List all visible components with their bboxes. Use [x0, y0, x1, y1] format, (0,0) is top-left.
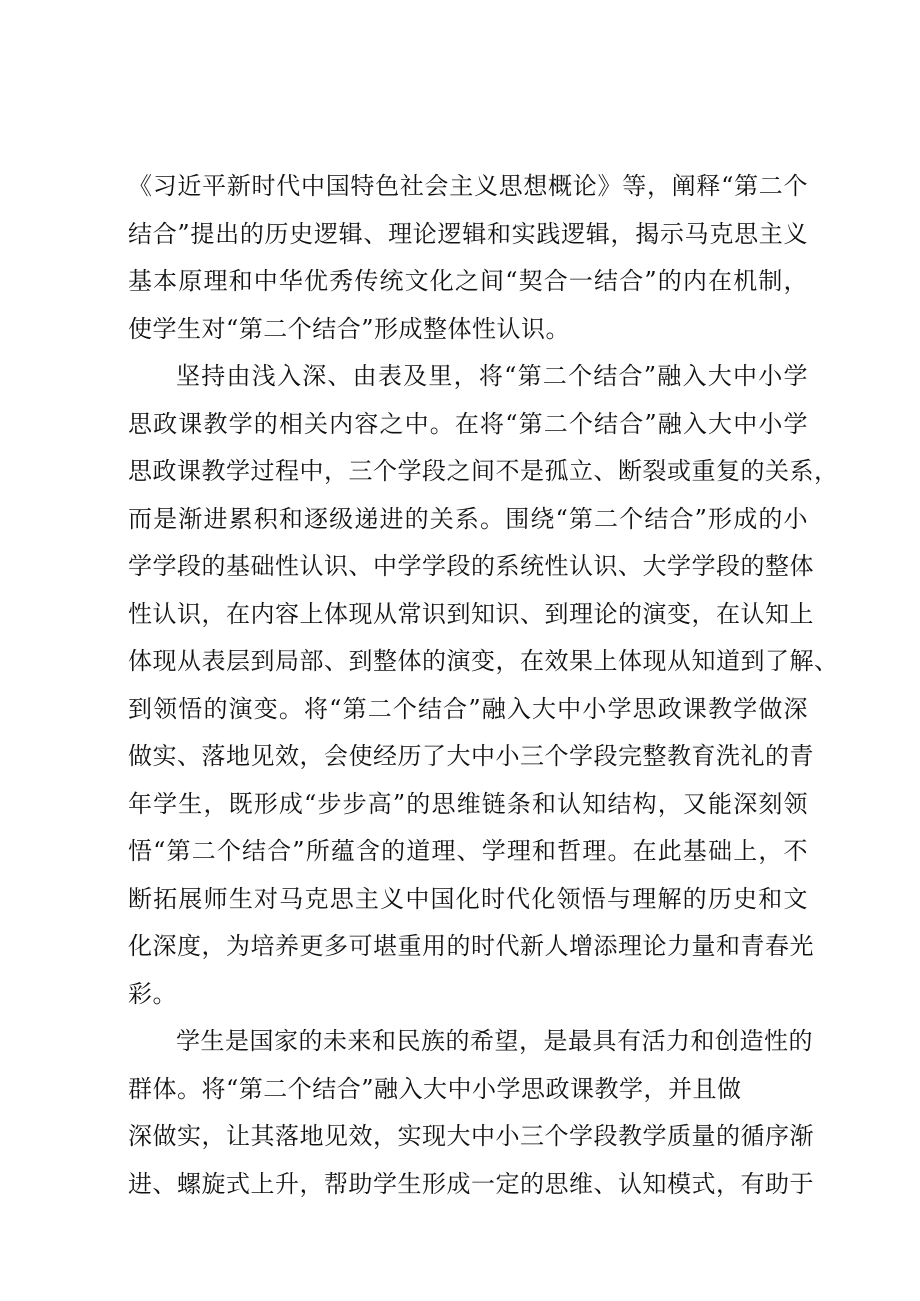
- text-line-16: 断拓展师生对马克思主义中国化时代化领悟与理解的历史和文: [128, 884, 808, 913]
- text-line-5: 坚持由浅入深、由表及里，将“第二个结合”融入大中小学: [176, 362, 808, 390]
- text-line-7: 思政课教学过程中，三个学段之间不是孤立、断裂或重复的关系，: [128, 457, 839, 485]
- text-line-18: 彩。: [128, 979, 177, 1008]
- text-line-15: 悟“第二个结合”所蕴含的道理、学理和哲理。在此基础上，不: [128, 837, 808, 865]
- text-line-11: 体现从表层到局部、到整体的演变，在效果上体现从知道到了解、: [128, 647, 839, 675]
- body-text: [128, 163, 839, 1208]
- text-line-17: 化深度，为培养更多可堪重用的时代新人增添理论力量和青春光: [128, 932, 814, 960]
- text-line-14: 年学生，既形成“步步高”的思维链条和认知结构，又能深刻领: [128, 789, 808, 818]
- text-line-10: 性认识，在内容上体现从常识到知识、到理论的演变，在认知上: [128, 599, 814, 628]
- text-line-12: 到领悟的演变。将“第二个结合”融入大中小学思政课教学做深: [128, 694, 808, 723]
- text-line-3: 基本原理和中华优秀传统文化之间“契合一结合”的内在机制，: [128, 267, 808, 295]
- text-line-9: 学学段的基础性认识、中学学段的系统性认识、大学学段的整体: [128, 552, 814, 580]
- text-line-20: 群体。将“第二个结合”融入大中小学思政课教学，并且做: [128, 1074, 742, 1103]
- text-line-22: 进、螺旋式上升，帮助学生形成一定的思维、认知模式，有助于: [128, 1169, 814, 1198]
- text-line-13: 做实、落地见效，会使经历了大中小三个学段完整教育洗礼的青: [128, 742, 814, 770]
- text-line-8: 而是渐进累积和逐级递进的关系。围绕“第二个结合”形成的小: [128, 504, 808, 533]
- text-line-2: 结合”提出的历史逻辑、理论逻辑和实践逻辑，揭示马克思主义: [128, 219, 808, 248]
- text-line-19: 学生是国家的未来和民族的希望，是最具有活力和创造性的: [176, 1027, 813, 1055]
- text-line-4: 使学生对“第二个结合”形成整体性认识。: [128, 314, 571, 343]
- text-line-21: 深做实，让其落地见效，实现大中小三个学段教学质量的循序渐: [128, 1122, 814, 1150]
- text-line-1: 《习近平新时代中国特色社会主义思想概论》等，阐释“第二个: [128, 172, 808, 200]
- text-line-6: 思政课教学的相关内容之中。在将“第二个结合”融入大中小学: [128, 409, 808, 438]
